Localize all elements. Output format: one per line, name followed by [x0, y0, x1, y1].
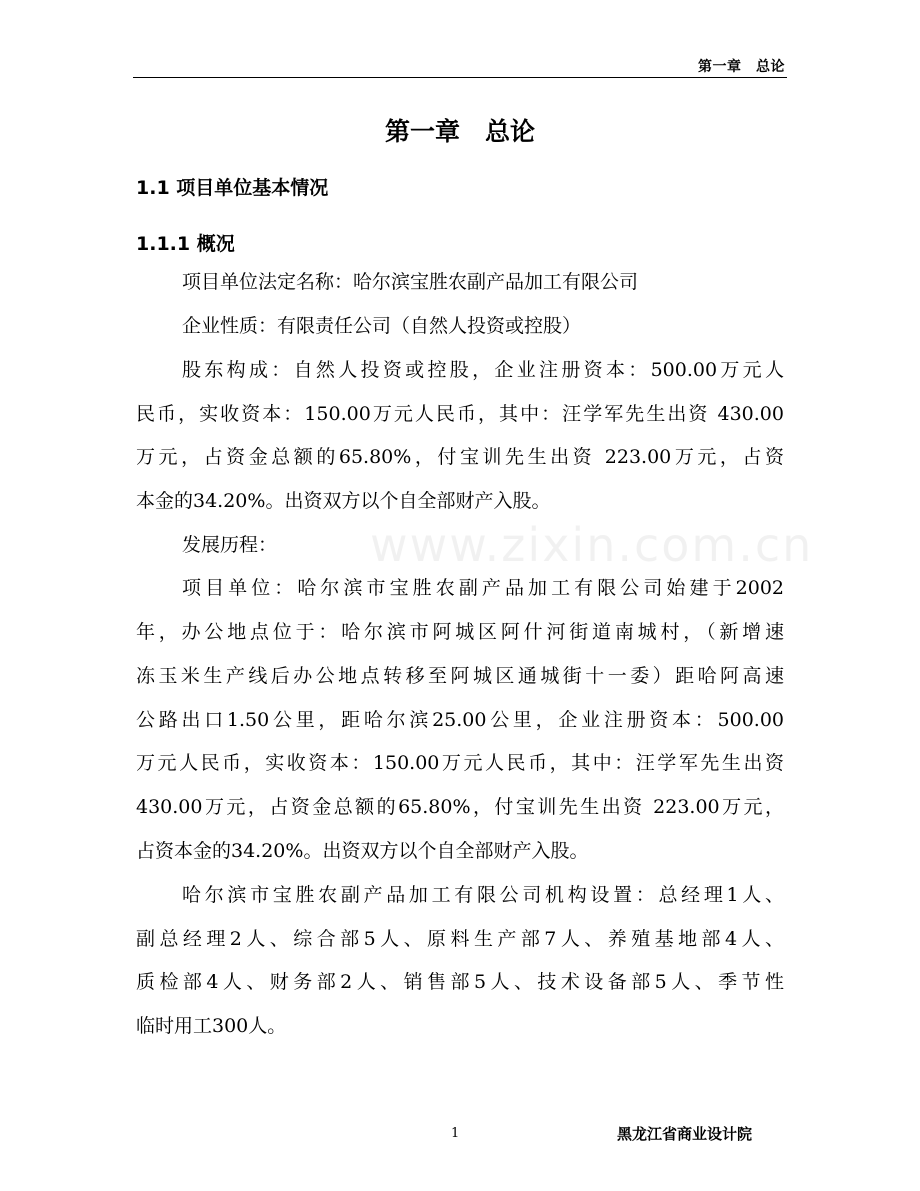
company-nature-line: 企业性质：有限责任公司（自然人投资或控股） — [182, 315, 582, 337]
history-line-7: 占资本金的34.20%。出资双方以个自全部财产入股。 — [136, 840, 589, 862]
shareholders-line-1: 股东构成：自然人投资或控股，企业注册资本：500.00万元人 — [182, 359, 784, 381]
history-label: 发展历程： — [182, 534, 278, 556]
page-number: 1 — [451, 1126, 460, 1141]
history-line-6: 430.00万元，占资金总额的65.80%，付宝训先生出资 223.00万元， — [136, 796, 784, 818]
chapter-title: 第一章 总论 — [384, 117, 535, 146]
running-header: 第一章 总论 — [698, 59, 785, 75]
structure-line-3: 质检部4人、财务部2人、销售部5人、技术设备部5人、季节性 — [136, 971, 784, 993]
shareholders-line-2: 民币，实收资本：150.00万元人民币，其中：汪学军先生出资 430.00 — [136, 403, 784, 425]
company-name-line: 项目单位法定名称：哈尔滨宝胜农副产品加工有限公司 — [182, 271, 639, 293]
history-line-1: 项目单位：哈尔滨市宝胜农副产品加工有限公司始建于2002 — [182, 577, 784, 599]
subsection-heading: 1.1.1 概况 — [136, 233, 235, 255]
watermark: www.zixin.com.cn — [370, 518, 814, 572]
structure-line-2: 副总经理2人、综合部5人、原料生产部7人、养殖基地部4人、 — [136, 928, 784, 950]
shareholders-line-4: 本金的34.20%。出资双方以个自全部财产入股。 — [136, 490, 551, 512]
footer-organization: 黑龙江省商业设计院 — [617, 1125, 753, 1143]
history-line-5: 万元人民币，实收资本：150.00万元人民币，其中：汪学军先生出资 — [136, 752, 784, 774]
structure-line-1: 哈尔滨市宝胜农副产品加工有限公司机构设置：总经理1人、 — [182, 884, 784, 906]
history-line-4: 公路出口1.50公里，距哈尔滨25.00公里，企业注册资本：500.00 — [136, 709, 784, 731]
shareholders-line-3: 万元，占资金总额的65.80%，付宝训先生出资 223.00万元，占资 — [136, 446, 784, 468]
history-line-3: 冻玉米生产线后办公地点转移至阿城区通城街十一委）距哈阿高速 — [136, 665, 784, 687]
structure-line-4: 临时用工300人。 — [136, 1015, 287, 1037]
history-line-2: 年，办公地点位于：哈尔滨市阿城区阿什河街道南城村，（新增速 — [136, 621, 784, 643]
section-heading: 1.1 项目单位基本情况 — [136, 177, 329, 199]
header-rule — [133, 77, 787, 78]
